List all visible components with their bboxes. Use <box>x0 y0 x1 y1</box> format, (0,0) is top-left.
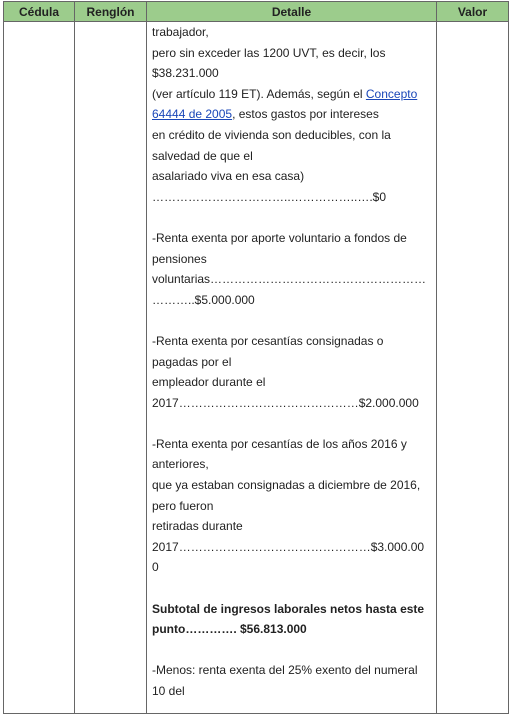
detail-line: 0 <box>152 560 159 575</box>
detail-line: pero sin exceder las 1200 UVT, es decir, los <box>152 45 386 60</box>
header-valor: Valor <box>437 2 509 22</box>
income-detail-table <box>3 1 509 714</box>
detail-line: pensiones <box>152 251 207 266</box>
detail-line: en crédito de vivienda son deducibles, con la <box>152 127 391 142</box>
subtotal-line: punto…………. $56.813.000 <box>152 622 307 637</box>
detail-line: asalariado viva en esa casa) <box>152 169 305 184</box>
detail-line: trabajador, <box>152 25 209 39</box>
valor-cell <box>437 22 509 714</box>
renglon-cell <box>75 22 147 714</box>
header-renglon: Renglón <box>75 2 147 22</box>
table-row <box>4 22 509 714</box>
detail-line: pagadas por el <box>152 354 232 369</box>
paragraph-gap <box>152 578 432 599</box>
paragraph-gap <box>152 207 432 228</box>
paragraph-gap <box>152 310 432 331</box>
cedula-cell <box>4 22 75 714</box>
concepto-link[interactable]: Concepto <box>365 86 418 101</box>
detail-line: $38.231.000 <box>152 66 219 81</box>
paragraph-gap <box>152 640 432 661</box>
detalle-cell <box>147 22 437 714</box>
detail-line <box>152 104 432 125</box>
detail-line: ………..$5.000.000 <box>152 292 255 307</box>
detail-line: 10 del <box>152 684 185 698</box>
detail-line: 2017………………………………………$2.000.000 <box>152 395 419 410</box>
detail-line: retiradas durante <box>152 519 243 534</box>
paragraph-gap <box>152 413 432 434</box>
detail-line: ……………………………..……………..….$0 <box>152 189 387 204</box>
detail-text-fragment: , estos gastos por intereses <box>232 107 379 122</box>
detail-line: -Menos: renta exenta del 25% exento del numeral <box>152 663 418 678</box>
detail-text <box>147 22 436 702</box>
detail-line <box>152 84 432 105</box>
detail-text-fragment: (ver artículo 119 ET). Además, según el <box>152 86 366 101</box>
detail-line: -Renta exenta por cesantías consignadas o <box>152 333 384 348</box>
detail-line: -Renta exenta por aporte voluntario a fondos de <box>152 230 407 245</box>
detail-line: voluntarias……………………………………………… <box>152 272 427 287</box>
detail-line: empleador durante el <box>152 375 266 390</box>
detail-line: salvedad de que el <box>152 148 253 163</box>
detail-line: anteriores, <box>152 457 209 472</box>
detail-line: -Renta exenta por cesantías de los años 2016 y <box>152 436 407 451</box>
detail-line: que ya estaban consignadas a diciembre de 2016, <box>152 478 421 493</box>
header-cedula: Cédula <box>4 2 75 22</box>
detail-line: pero fueron <box>152 498 214 513</box>
table-header-row <box>4 2 509 22</box>
detail-line: 2017…………………………………………$3.000.00 <box>152 539 425 554</box>
concepto-number-link[interactable]: 64444 de 2005 <box>152 107 233 122</box>
header-detalle: Detalle <box>147 2 437 22</box>
subtotal-line: Subtotal de ingresos laborales netos hasta este <box>152 601 425 616</box>
